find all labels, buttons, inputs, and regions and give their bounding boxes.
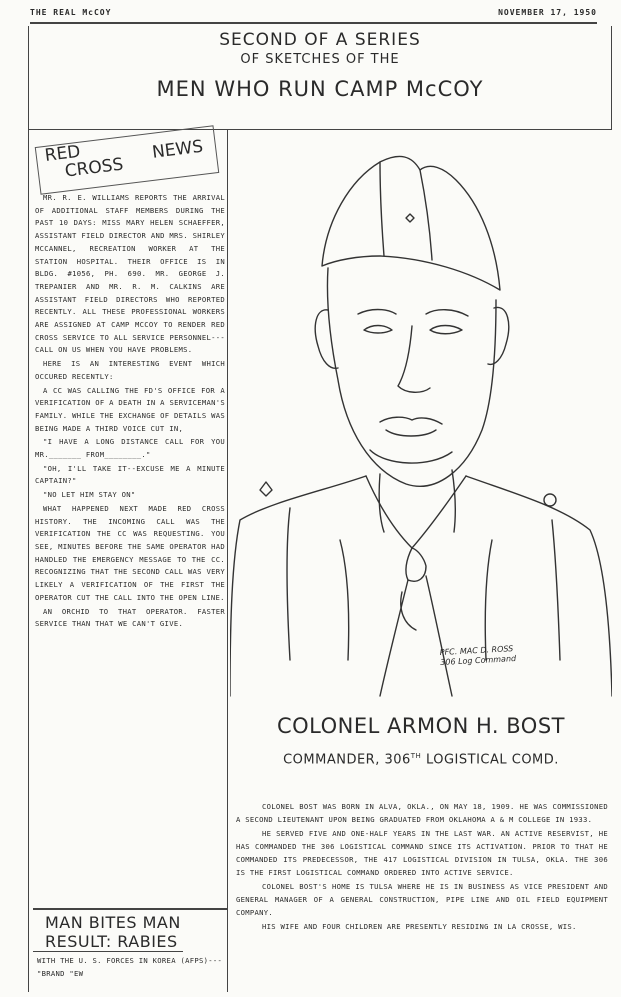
article-paragraph: HERE IS AN INTERESTING EVENT WHICH OCCURED RECENTLY: [35,359,225,381]
bio-paragraph: COLONEL BOST WAS BORN IN ALVA, OKLA., ON MAY 18, 1909. HE WAS COMMISSIONED A SECOND LIEUTENANT UPON BEING GRADUATED FROM OKLAHOMA A & M COLLEGE IN 1933. [236,802,608,825]
article-lead: WITH THE U. S. FORCES IN KOREA (AFPS)--- "BRAND "EW [37,956,223,978]
bio-paragraph: COLONEL BOST'S HOME IS TULSA WHERE HE IS IN BUSINESS AS VICE PRESIDENT AND GENERAL MANAGER OF A GENERAL CONSTRUCTION, PIPE LINE AND OIL FIELD EQUIPMENT COMPANY. [236,881,608,918]
header-word-1: RED [43,141,82,166]
artist-unit: 306 Log Command [440,654,517,667]
rank-suffix: TH [410,752,422,760]
rank-tail: LOGISTICAL COMD. [421,752,559,768]
header-word-3: NEWS [151,136,205,163]
red-cross-article [35,192,225,632]
title-line-3: MEN WHO RUN CAMP McCOY [156,77,484,101]
article-paragraph: "OH, I'LL TAKE IT--EXCUSE ME A MINUTE CAPTAIN?" [35,463,225,486]
article-paragraph: AN ORCHID TO THAT OPERATOR. FASTER SERVICE THAN THAT WE CAN'T GIVE. [35,606,225,629]
rank-text: COMMANDER, 306 [283,752,411,768]
bio-paragraph: HE SERVED FIVE AND ONE-HALF YEARS IN THE LAST WAR. AN ACTIVE RESERVIST, HE HAS COMMANDED THE 306 LOGISTICAL COMMAND SINCE ITS ACTIVATION. PRIOR TO THAT HE COMMANDED ITS PREDECESSOR, THE 417 LOGISTICAL DIVISION IN TULSA, OKLA. THE 306 IS THE FIRST LOGISTICAL COMMAND ORDERED INTO ACTIVE SERVICE. [236,828,608,878]
article-paragraph: "I HAVE A LONG DISTANCE CALL FOR YOU MR._______ FROM________." [35,437,225,460]
article-paragraph: "NO LET HIM STAY ON" [43,490,136,500]
article-paragraph: A CC WAS CALLING THE FD'S OFFICE FOR A VERIFICATION OF A DEATH IN A SERVICEMAN'S FAMILY. WHILE THE EXCHANGE OF DETAILS WAS BEING MADE A THIRD VOICE CUT IN, [35,385,225,433]
article-paragraph: WHAT HAPPENED NEXT MADE RED CROSS HISTORY. THE INCOMING CALL WAS THE VERIFICATION THE CC WAS REQUESTING. YOU SEE, MINUTES BEFORE THE SAME OPERATOR HAD HANDLED THE EMERGENCY MESSAGE TO THE CC. RECOGNIZING THAT THE SECOND CALL WAS VERY LIKELY A VERIFICATION OF THE FIRST THE OPERATOR CUT THE CALL INTO THE OPEN LINE. [35,503,225,602]
bio-paragraph: HIS WIFE AND FOUR CHILDREN ARE PRESENTLY RESIDING IN LA CROSSE, WIS. [262,921,577,931]
publication-name: THE REAL McCOY [30,8,112,17]
subject-rank [230,752,612,767]
biography [236,800,608,933]
issue-date: NOVEMBER 17, 1950 [498,8,597,17]
running-head [30,8,597,24]
left-column [28,130,228,992]
artist-credit [440,644,517,668]
portrait-sketch-icon [230,140,612,700]
red-cross-news-header [35,125,220,195]
subject-name: COLONEL ARMON H. BOST [276,714,565,738]
artist-name: PFC. MAC D. ROSS [439,644,514,657]
headline-1: MAN BITES MAN [45,913,181,932]
headline-2: RESULT: RABIES [33,932,183,952]
header-word-2: CROSS [63,154,125,182]
article-paragraph: MR. R. E. WILLIAMS REPORTS THE ARRIVAL OF ADDITIONAL STAFF MEMBERS DURING THE PAST 10 DAYS: MISS MARY HELEN SCHAEFFER, ASSISTANT FIELD DIRECTOR AND MRS. SHIRLEY MCCANNEL, RECREATION WORKER AT THE STATION HOSPITAL. THEIR OFFICE IS IN BLDG. #1056, PH. 690. MR. GEORGE J. TREPANIER AND MR. R. M. CALKINS ARE ASSISTANT FIELD DIRECTORS WHO REPORTED RECENTLY. ALL THESE PROFESSIONAL WORKERS ARE ASSIGNED AT CAMP MCCOY TO RENDER RED CROSS SERVICE TO ALL SERVICE PERSONNEL---CALL ON US WHEN YOU HAVE PROBLEMS. [35,193,225,355]
man-bites-man-article [33,908,227,990]
title-line-1: SECOND OF A SERIES [219,30,421,50]
title-line-2: OF SKETCHES OF THE [240,52,400,67]
series-title [28,26,612,130]
